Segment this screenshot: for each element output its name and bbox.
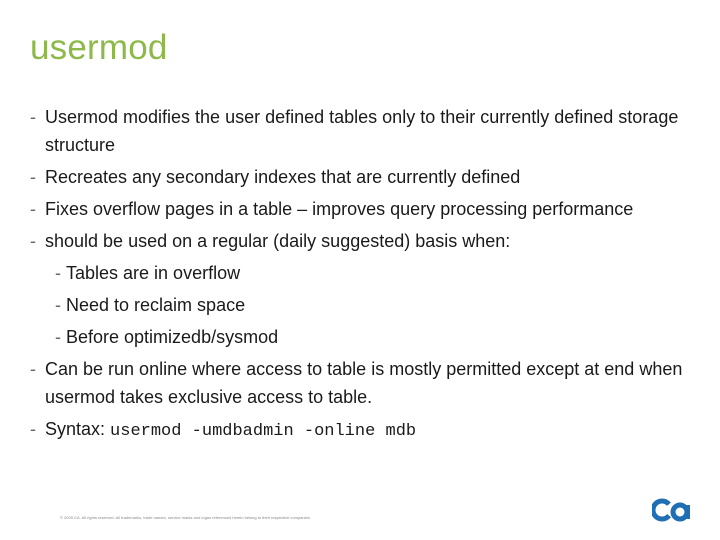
bullet-dash: -	[30, 167, 36, 187]
bullet-list	[30, 103, 690, 450]
sub-bullet-before-optimizedb	[30, 323, 690, 351]
bullet-dash: -	[55, 295, 61, 315]
sub-bullet-reclaim-space	[30, 291, 690, 319]
bullet-dash: -	[30, 359, 36, 379]
ca-logo	[652, 495, 696, 525]
bullet-text: Usermod modifies the user defined tables only to their currently defined storage structure	[45, 107, 679, 155]
bullet-text: Tables are in overflow	[66, 263, 241, 283]
slide-title: usermod	[30, 28, 168, 67]
bullet-recreates-indexes	[30, 163, 690, 191]
bullet-text: Recreates any secondary indexes that are currently defined	[45, 167, 521, 187]
bullet-text: should be used on a regular (daily suggested) basis when:	[45, 231, 511, 251]
bullet-dash: -	[30, 419, 36, 439]
syntax-label: Syntax:	[45, 419, 106, 439]
bullet-usermod-modifies	[30, 103, 690, 159]
bullet-fixes-overflow	[30, 195, 690, 223]
bullet-dash: -	[30, 231, 36, 251]
bullet-text: Need to reclaim space	[66, 295, 246, 315]
bullet-dash: -	[55, 327, 61, 347]
bullet-text: Before optimizedb/sysmod	[66, 327, 279, 347]
sub-bullet-tables-overflow	[30, 259, 690, 287]
bullet-dash: -	[30, 107, 36, 127]
bullet-dash: -	[55, 263, 61, 283]
bullet-text: Can be run online where access to table is mostly permitted except at end when usermod takes exclusive access to table.	[45, 359, 683, 407]
bullet-syntax	[30, 415, 690, 446]
bullet-run-online	[30, 355, 690, 411]
bullet-dash: -	[30, 199, 36, 219]
bullet-regular-basis	[30, 227, 690, 255]
syntax-code: usermod -umdbadmin -online mdb	[110, 422, 417, 441]
bullet-text: Fixes overflow pages in a table – improves query processing performance	[45, 199, 634, 219]
footer-copyright: © 2009 CA. All rights reserved. All trademarks, trade names, service marks and logos referenced herein belong to their respective companies.	[60, 515, 311, 520]
